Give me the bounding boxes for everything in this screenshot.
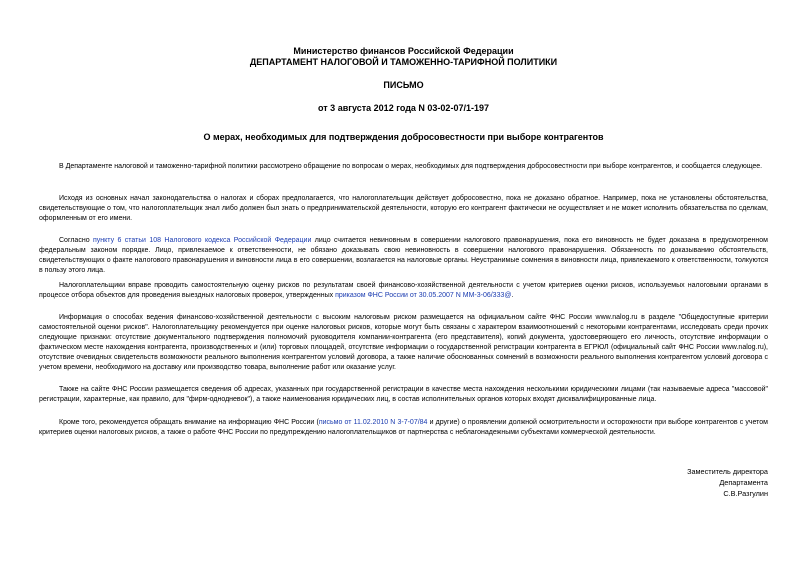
paragraph-7-text-start: Кроме того, рекомендуется обращать внимание на информацию ФНС России (	[59, 419, 319, 426]
signature-title: Заместитель директора	[687, 467, 768, 476]
paragraph-3-text-end: лицо считается невиновным в совершении налогового правонарушения, пока его виновность не будет доказана в предусмотренном федеральным законом порядке. Лицо, привлекаемое к ответственности, не обязано доказывать свою невиновность в совершении налогового правонарушения. Обязанность по доказыванию обстоятельств, свидетельствующих о факте налогового правонарушения и виновности лица в его совершении, возлагается на налоговые органы. Неустранимые сомнения в виновности лица, привлекаемого к ответственности, толкуются в пользу этого лица.	[39, 237, 768, 274]
paragraph-3	[39, 236, 768, 276]
paragraph-4	[39, 281, 768, 301]
paragraph-2	[39, 194, 768, 224]
document-type: ПИСЬМО	[383, 80, 424, 90]
paragraph-3-text-start: Согласно	[59, 237, 93, 244]
paragraph-1-text: В Департаменте налоговой и таможенно-тарифной политики рассмотрено обращение по вопросам о мерах, необходимых для подтверждения добросовестности при выборе контрагентов, и сообщается следующее.	[59, 163, 763, 170]
fns-order-link[interactable]: приказом ФНС России от 30.05.2007 N ММ-3-06/333@	[335, 292, 512, 299]
paragraph-6-text: Также на сайте ФНС России размещается сведения об адресах, указанных при государственной регистрации в качестве места нахождения несколькими юридическими лицами (так называемые адреса "массовой" регистрации, характерные, как правило, для "фирм-однодневок"), а также наименования юридических лиц, в состав исполнительных органов которых входят дисквалифицированные лица.	[39, 386, 768, 403]
paragraph-6	[39, 385, 768, 405]
paragraph-5-text: Информация о способах ведения финансово-хозяйственной деятельности с высоким налоговым риском размещается на официальном сайте ФНС России www.nalog.ru в разделе "Общедоступные критерии самостоятельной оценки рисков". Налогоплательщику рекомендуется при оценке налоговых рисков, которые могут быть связаны с характером взаимоотношений с некоторыми контрагентами, исследовать среди прочих следующие признаки: отсутствие документального подтверждения полномочий руководителя компании-контрагента (его представителя), копий документа, удостоверяющего его личность, отсутствие информации о фактическом месте нахождения контрагента, производственных и (или) торговых площадей, отсутствие информации о государственной регистрации контрагента в ЕГРЮЛ (официальный сайт ФНС России www.nalog.ru), отсутствие очевидных свидетельств возможности реального выполнения контрагентом условий договора, а также наличие обоснованных сомнений в возможности реального выполнения контрагентом условий договора с учетом времени, необходимого на доставку или производство товара, выполнение работ или оказание услуг.	[39, 314, 768, 371]
paragraph-7	[39, 418, 768, 438]
document-subject: О мерах, необходимых для подтверждения добросовестности при выборе контрагентов	[203, 132, 604, 142]
signature-unit: Департамента	[719, 478, 768, 487]
document-date-number: от 3 августа 2012 года N 03-02-07/1-197	[318, 103, 489, 113]
paragraph-7-text-end: и другие) о проявлении должной осмотрительности и осторожности при выборе контрагентов с учетом критериев оценки налоговых рисков, а также о работе ФНС России по предупреждению налогоплательщиков от партнерства с неблагонадежными субъектами коммерческой деятельности.	[39, 419, 768, 436]
signature-name: С.В.Разгулин	[723, 489, 768, 498]
paragraph-4-text-end: .	[511, 292, 514, 299]
paragraph-1	[39, 162, 768, 172]
ministry-name: Министерство финансов Российской Федерации	[293, 46, 514, 56]
paragraph-4-text-start: Налогоплательщики вправе проводить самостоятельную оценку рисков по результатам своей финансово-хозяйственной деятельности с учетом критериев оценки рисков, используемых налоговыми органами в процессе отбора объектов для проведения выездных налоговых проверок, утвержденных	[39, 282, 768, 299]
paragraph-2-text: Исходя из основных начал законодательства о налогах и сборах предполагается, что налогоплательщик действует добросовестно, пока не доказано обратное. Например, пока не установлены обстоятельства, свидетельствующие о том, что налогоплательщик знал либо должен был знать о предпринимательской деятельности, которую его контрагент фактически не осуществляет и не может исполнить обязательства по сделкам, оформленным от его имени.	[39, 195, 768, 222]
department-name: ДЕПАРТАМЕНТ НАЛОГОВОЙ И ТАМОЖЕННО-ТАРИФНОЙ ПОЛИТИКИ	[249, 57, 558, 67]
paragraph-5	[39, 313, 768, 373]
tax-code-article-108-link[interactable]: пункту 6 статьи 108 Налогового кодекса Российской Федерации	[93, 237, 312, 244]
signature-block	[687, 466, 768, 499]
fns-letter-link[interactable]: письмо от 11.02.2010 N 3-7-07/84	[318, 419, 428, 426]
